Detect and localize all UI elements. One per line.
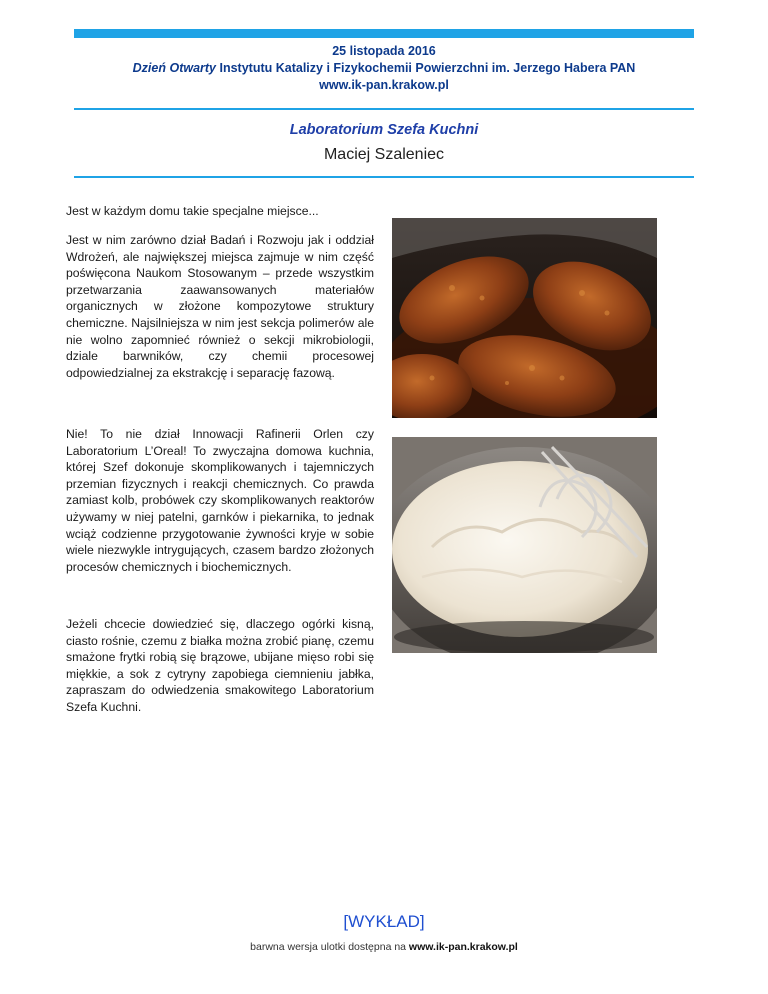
- header-divider: [74, 108, 694, 110]
- lecture-type-label: [WYKŁAD]: [343, 912, 425, 931]
- top-accent-bar: [74, 29, 694, 38]
- lecture-author: Maciej Szaleniec: [323, 146, 445, 163]
- footer-url[interactable]: www.ik-pan.krakow.pl: [408, 941, 518, 953]
- paragraph-2: Nie! To nie dział Innowacji Rafinerii Orlen czy Laboratorium L’Oreal! To zwyczajna domowa kuchnia, której Szef dokonuje skomplikowanych i tajemniczych przemian fizycznych i reakcji chemicznych. Co prawda zamiast kolb, probówek czy skomplikowanych reaktorów używamy w niej patelni, garnków i piekarnika, to jednak wciąż codzienne przygotowanie żywności kryje w sobie wiele niezwykle intrygujących, czasem bardzo złożonych procesów chemicznych i biochemicznych.: [66, 427, 374, 574]
- lecture-title: Laboratorium Szefa Kuchni: [289, 122, 479, 138]
- footer-note: [74, 941, 694, 953]
- title-divider: [74, 176, 694, 178]
- intro-text: Jest w każdym domu takie specjalne miejsce...: [66, 204, 319, 218]
- institute-name: Instytutu Katalizy i Fizykochemii Powierzchni im. Jerzego Habera PAN: [216, 61, 636, 75]
- header-url[interactable]: www.ik-pan.krakow.pl: [319, 78, 449, 92]
- roasted-chicken-photo: [392, 218, 657, 418]
- event-name: Dzień Otwarty: [132, 61, 217, 75]
- event-line: [74, 60, 694, 77]
- paragraph-3: Jeżeli chcecie dowiedzieć się, dlaczego ogórki kisną, ciasto rośnie, czemu z białka można zrobić pianę, czemu smażone frytki robią się brązowe, ubijane mięso robi się miękkie, a sok z cytryny zapobiega ciemnieniu jabłka, zapraszam do odwiedzenia smakowitego Laboratorium Szefa Kuchni.: [66, 617, 374, 714]
- whipped-egg-whites-photo: [392, 437, 657, 653]
- footer-note-text: barwna wersja ulotki dostępna na: [250, 941, 409, 953]
- event-date: 25 listopada 2016: [332, 44, 436, 58]
- paragraph-1: Jest w nim zarówno dział Badań i Rozwoju jak i oddział Wdrożeń, ale największej miejsca zajmuje w nim część poświęcona Naukom Stosowanym – przede wszystkim przetwarzania zaawansowanych materiałów organicznych w złożone kompozytowe struktury chemiczne. Najsilniejsza w nim jest sekcja polimerów ale nie wolno zapomnieć również o sekcji mikrobiologii, dziale barwników, czy chemii procesowej odpowiedzialnej za ekstrakcję i separację fazową.: [66, 233, 374, 380]
